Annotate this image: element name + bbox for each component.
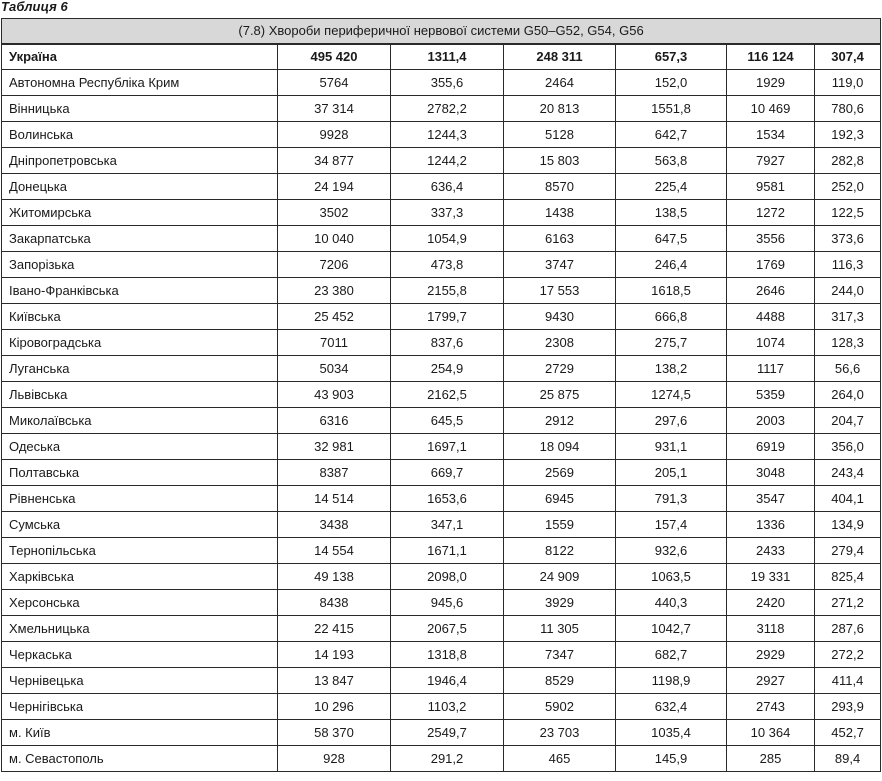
value-cell: 2912 (504, 408, 616, 434)
value-cell: 11 305 (504, 616, 616, 642)
region-name: Херсонська (2, 590, 278, 616)
value-cell: 465 (504, 746, 616, 772)
value-cell: 1551,8 (616, 96, 727, 122)
value-cell: 14 193 (278, 642, 391, 668)
table-row (2, 226, 881, 252)
value-cell: 1244,3 (391, 122, 504, 148)
value-cell: 9928 (278, 122, 391, 148)
table-row (2, 252, 881, 278)
value-cell: 2743 (727, 694, 815, 720)
value-cell: 632,4 (616, 694, 727, 720)
table-row (2, 616, 881, 642)
region-name: Полтавська (2, 460, 278, 486)
value-cell: 411,4 (815, 668, 881, 694)
region-name: Тернопільська (2, 538, 278, 564)
value-cell: 10 364 (727, 720, 815, 746)
region-name: Івано-Франківська (2, 278, 278, 304)
value-cell: 134,9 (815, 512, 881, 538)
value-cell: 1929 (727, 70, 815, 96)
table-row (2, 278, 881, 304)
value-cell: 119,0 (815, 70, 881, 96)
value-cell: 152,0 (616, 70, 727, 96)
table-row (2, 642, 881, 668)
table-row (2, 460, 881, 486)
value-cell: 8570 (504, 174, 616, 200)
value-cell: 1559 (504, 512, 616, 538)
table-caption: Таблиця 6 (1, 0, 68, 14)
value-cell: 9581 (727, 174, 815, 200)
value-cell: 205,1 (616, 460, 727, 486)
disease-statistics-table (1, 18, 881, 772)
value-cell: 3547 (727, 486, 815, 512)
value-cell: 1671,1 (391, 538, 504, 564)
value-cell: 291,2 (391, 746, 504, 772)
value-cell: 2162,5 (391, 382, 504, 408)
region-name: Одеська (2, 434, 278, 460)
table-row (2, 408, 881, 434)
value-cell: 264,0 (815, 382, 881, 408)
value-cell: 5128 (504, 122, 616, 148)
value-cell: 1769 (727, 252, 815, 278)
value-cell: 23 380 (278, 278, 391, 304)
value-cell: 317,3 (815, 304, 881, 330)
value-cell: 145,9 (616, 746, 727, 772)
value-cell: 8387 (278, 460, 391, 486)
value-cell: 8122 (504, 538, 616, 564)
value-cell: 347,1 (391, 512, 504, 538)
value-cell: 23 703 (504, 720, 616, 746)
value-cell: 355,6 (391, 70, 504, 96)
value-cell: 3929 (504, 590, 616, 616)
value-cell: 825,4 (815, 564, 881, 590)
value-cell: 7927 (727, 148, 815, 174)
value-cell: 647,5 (616, 226, 727, 252)
value-cell: 89,4 (815, 746, 881, 772)
value-cell: 7206 (278, 252, 391, 278)
value-cell: 2098,0 (391, 564, 504, 590)
value-cell: 1103,2 (391, 694, 504, 720)
table-row (2, 668, 881, 694)
value-cell: 24 909 (504, 564, 616, 590)
value-cell: 34 877 (278, 148, 391, 174)
value-cell: 10 040 (278, 226, 391, 252)
value-cell: 5764 (278, 70, 391, 96)
value-cell: 3048 (727, 460, 815, 486)
value-cell: 37 314 (278, 96, 391, 122)
value-cell: 931,1 (616, 434, 727, 460)
value-cell: 1318,8 (391, 642, 504, 668)
value-cell: 20 813 (504, 96, 616, 122)
value-cell: 6316 (278, 408, 391, 434)
value-cell: 287,6 (815, 616, 881, 642)
value-cell: 2067,5 (391, 616, 504, 642)
value-cell: 1054,9 (391, 226, 504, 252)
value-cell: 945,6 (391, 590, 504, 616)
region-name: Закарпатська (2, 226, 278, 252)
region-name: Кіровоградська (2, 330, 278, 356)
value-cell: 285 (727, 746, 815, 772)
value-cell: 248 311 (504, 44, 616, 70)
value-cell: 1042,7 (616, 616, 727, 642)
value-cell: 645,5 (391, 408, 504, 434)
value-cell: 4488 (727, 304, 815, 330)
region-name: Запорізька (2, 252, 278, 278)
value-cell: 837,6 (391, 330, 504, 356)
region-name: Україна (2, 44, 278, 70)
value-cell: 246,4 (616, 252, 727, 278)
value-cell: 116,3 (815, 252, 881, 278)
value-cell: 3556 (727, 226, 815, 252)
value-cell: 32 981 (278, 434, 391, 460)
value-cell: 6919 (727, 434, 815, 460)
table-row (2, 746, 881, 772)
value-cell: 2155,8 (391, 278, 504, 304)
table-row (2, 356, 881, 382)
value-cell: 10 296 (278, 694, 391, 720)
value-cell: 297,6 (616, 408, 727, 434)
value-cell: 2433 (727, 538, 815, 564)
value-cell: 56,6 (815, 356, 881, 382)
value-cell: 8529 (504, 668, 616, 694)
value-cell: 3438 (278, 512, 391, 538)
value-cell: 2646 (727, 278, 815, 304)
region-name: м. Севастополь (2, 746, 278, 772)
value-cell: 275,7 (616, 330, 727, 356)
value-cell: 279,4 (815, 538, 881, 564)
value-cell: 452,7 (815, 720, 881, 746)
value-cell: 254,9 (391, 356, 504, 382)
value-cell: 1198,9 (616, 668, 727, 694)
value-cell: 116 124 (727, 44, 815, 70)
value-cell: 928 (278, 746, 391, 772)
value-cell: 666,8 (616, 304, 727, 330)
value-cell: 13 847 (278, 668, 391, 694)
value-cell: 1244,2 (391, 148, 504, 174)
value-cell: 1074 (727, 330, 815, 356)
table-row (2, 590, 881, 616)
value-cell: 642,7 (616, 122, 727, 148)
value-cell: 1946,4 (391, 668, 504, 694)
value-cell: 138,2 (616, 356, 727, 382)
value-cell: 5359 (727, 382, 815, 408)
table-row (2, 486, 881, 512)
value-cell: 6945 (504, 486, 616, 512)
value-cell: 356,0 (815, 434, 881, 460)
table-row (2, 512, 881, 538)
value-cell: 791,3 (616, 486, 727, 512)
table-row (2, 148, 881, 174)
value-cell: 243,4 (815, 460, 881, 486)
value-cell: 2003 (727, 408, 815, 434)
value-cell: 225,4 (616, 174, 727, 200)
value-cell: 2729 (504, 356, 616, 382)
value-cell: 25 452 (278, 304, 391, 330)
value-cell: 473,8 (391, 252, 504, 278)
value-cell: 6163 (504, 226, 616, 252)
value-cell: 244,0 (815, 278, 881, 304)
region-name: м. Київ (2, 720, 278, 746)
value-cell: 2308 (504, 330, 616, 356)
table-row (2, 434, 881, 460)
value-cell: 3747 (504, 252, 616, 278)
region-name: Дніпропетровська (2, 148, 278, 174)
table-row (2, 96, 881, 122)
region-name: Київська (2, 304, 278, 330)
value-cell: 9430 (504, 304, 616, 330)
value-cell: 43 903 (278, 382, 391, 408)
value-cell: 122,5 (815, 200, 881, 226)
value-cell: 25 875 (504, 382, 616, 408)
region-name: Чернівецька (2, 668, 278, 694)
value-cell: 5902 (504, 694, 616, 720)
value-cell: 373,6 (815, 226, 881, 252)
region-name: Сумська (2, 512, 278, 538)
value-cell: 3118 (727, 616, 815, 642)
value-cell: 252,0 (815, 174, 881, 200)
region-name: Вінницька (2, 96, 278, 122)
region-name: Миколаївська (2, 408, 278, 434)
value-cell: 2549,7 (391, 720, 504, 746)
value-cell: 1035,4 (616, 720, 727, 746)
value-cell: 17 553 (504, 278, 616, 304)
region-name: Автономна Республіка Крим (2, 70, 278, 96)
value-cell: 293,9 (815, 694, 881, 720)
value-cell: 1063,5 (616, 564, 727, 590)
value-cell: 272,2 (815, 642, 881, 668)
value-cell: 337,3 (391, 200, 504, 226)
value-cell: 2782,2 (391, 96, 504, 122)
value-cell: 282,8 (815, 148, 881, 174)
region-name: Житомирська (2, 200, 278, 226)
value-cell: 2927 (727, 668, 815, 694)
region-name: Харківська (2, 564, 278, 590)
value-cell: 204,7 (815, 408, 881, 434)
value-cell: 2929 (727, 642, 815, 668)
value-cell: 15 803 (504, 148, 616, 174)
region-name: Волинська (2, 122, 278, 148)
value-cell: 1799,7 (391, 304, 504, 330)
value-cell: 192,3 (815, 122, 881, 148)
table-row (2, 200, 881, 226)
value-cell: 1697,1 (391, 434, 504, 460)
table-row (2, 174, 881, 200)
table-row (2, 304, 881, 330)
value-cell: 563,8 (616, 148, 727, 174)
value-cell: 24 194 (278, 174, 391, 200)
table-title: (7.8) Хвороби периферичної нервової системи G50–G52, G54, G56 (2, 19, 881, 45)
value-cell: 1272 (727, 200, 815, 226)
value-cell: 2464 (504, 70, 616, 96)
value-cell: 19 331 (727, 564, 815, 590)
region-name: Львівська (2, 382, 278, 408)
value-cell: 138,5 (616, 200, 727, 226)
table-title-row (2, 19, 881, 45)
region-name: Хмельницька (2, 616, 278, 642)
table-row (2, 564, 881, 590)
table-row (2, 382, 881, 408)
value-cell: 657,3 (616, 44, 727, 70)
value-cell: 7347 (504, 642, 616, 668)
value-cell: 780,6 (815, 96, 881, 122)
table-row (2, 122, 881, 148)
table-row (2, 330, 881, 356)
value-cell: 1534 (727, 122, 815, 148)
value-cell: 14 554 (278, 538, 391, 564)
value-cell: 440,3 (616, 590, 727, 616)
table-row (2, 720, 881, 746)
value-cell: 495 420 (278, 44, 391, 70)
value-cell: 1311,4 (391, 44, 504, 70)
table-row (2, 538, 881, 564)
region-name: Рівненська (2, 486, 278, 512)
value-cell: 932,6 (616, 538, 727, 564)
value-cell: 7011 (278, 330, 391, 356)
value-cell: 404,1 (815, 486, 881, 512)
region-name: Луганська (2, 356, 278, 382)
value-cell: 1618,5 (616, 278, 727, 304)
value-cell: 682,7 (616, 642, 727, 668)
value-cell: 157,4 (616, 512, 727, 538)
value-cell: 14 514 (278, 486, 391, 512)
value-cell: 18 094 (504, 434, 616, 460)
value-cell: 128,3 (815, 330, 881, 356)
value-cell: 2569 (504, 460, 616, 486)
value-cell: 1274,5 (616, 382, 727, 408)
table-row (2, 70, 881, 96)
value-cell: 2420 (727, 590, 815, 616)
value-cell: 1117 (727, 356, 815, 382)
value-cell: 49 138 (278, 564, 391, 590)
total-row (2, 44, 881, 70)
value-cell: 307,4 (815, 44, 881, 70)
value-cell: 10 469 (727, 96, 815, 122)
value-cell: 8438 (278, 590, 391, 616)
value-cell: 1653,6 (391, 486, 504, 512)
value-cell: 22 415 (278, 616, 391, 642)
value-cell: 271,2 (815, 590, 881, 616)
region-name: Черкаська (2, 642, 278, 668)
region-name: Донецька (2, 174, 278, 200)
value-cell: 1336 (727, 512, 815, 538)
value-cell: 1438 (504, 200, 616, 226)
value-cell: 669,7 (391, 460, 504, 486)
value-cell: 58 370 (278, 720, 391, 746)
region-name: Чернігівська (2, 694, 278, 720)
table-row (2, 694, 881, 720)
value-cell: 636,4 (391, 174, 504, 200)
value-cell: 5034 (278, 356, 391, 382)
value-cell: 3502 (278, 200, 391, 226)
